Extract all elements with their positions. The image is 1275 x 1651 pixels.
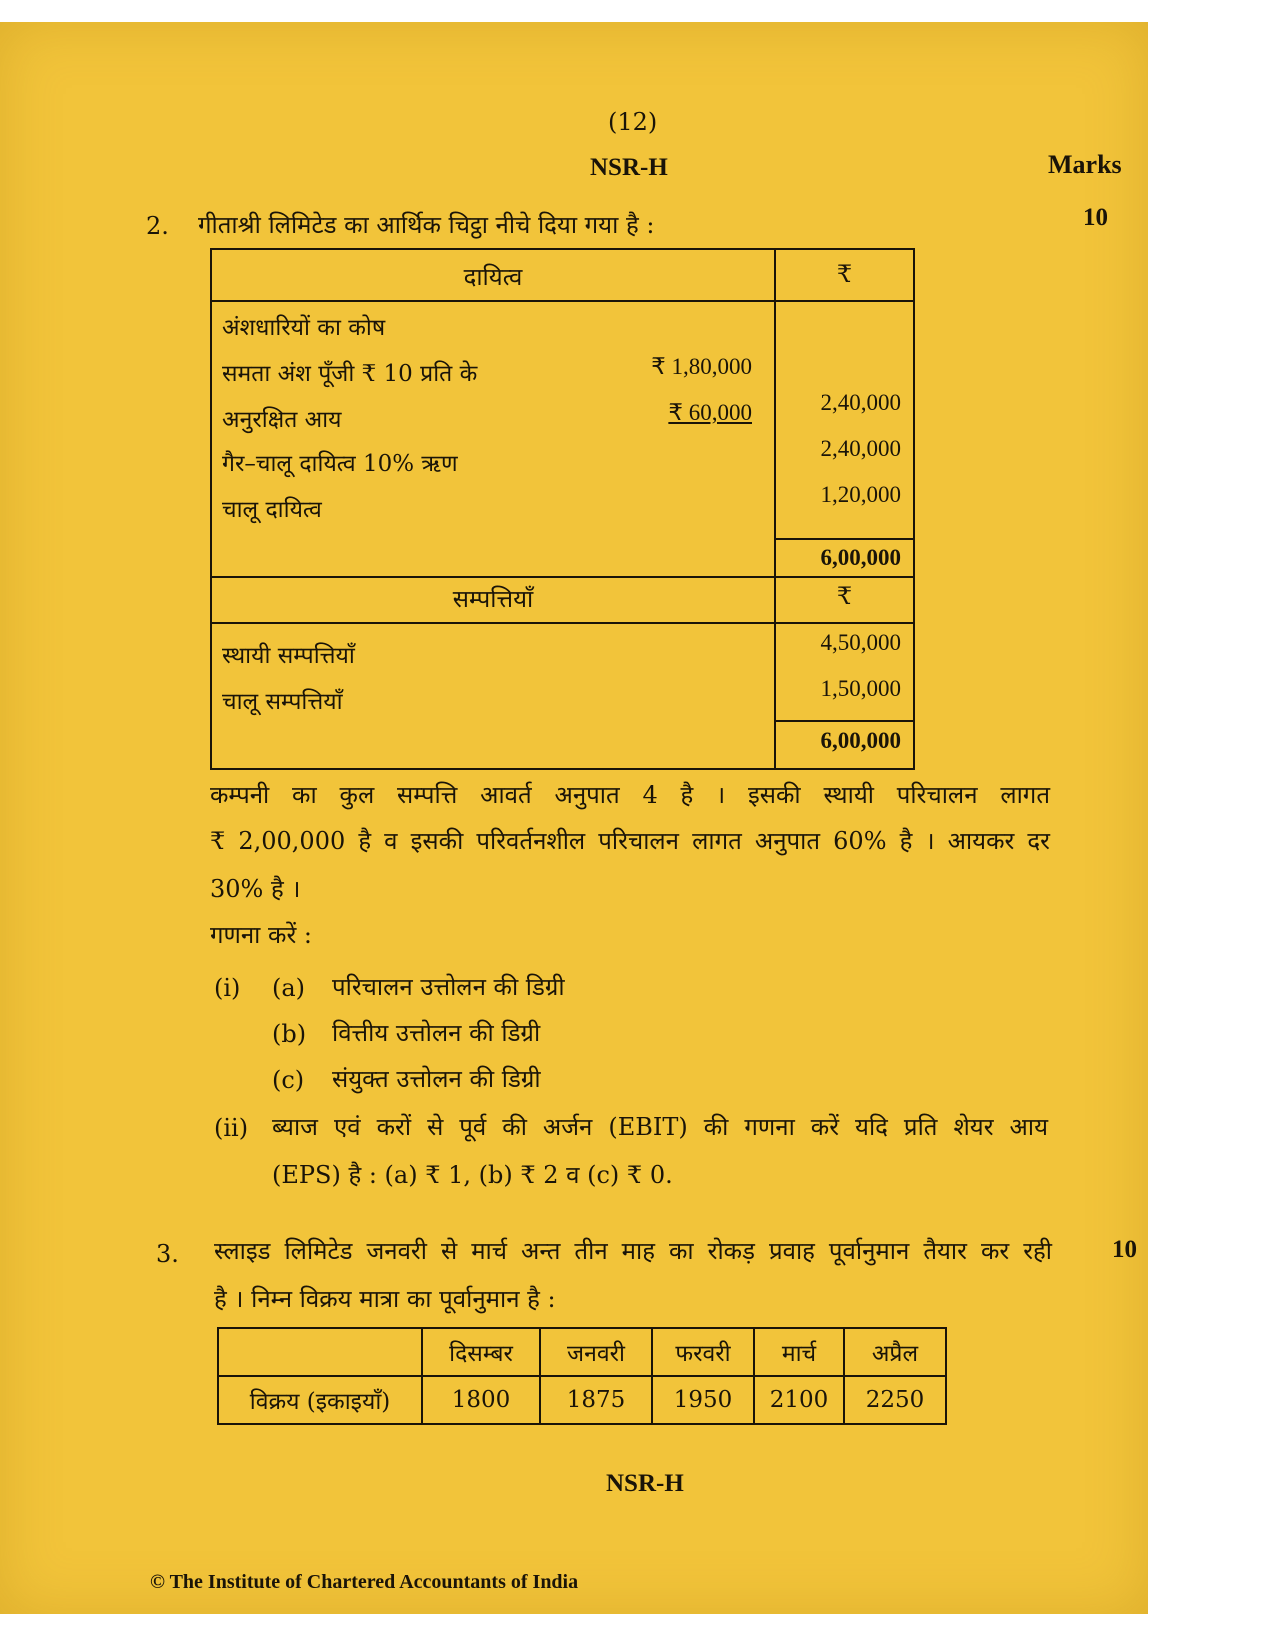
current-assets-amount: 1,50,000: [820, 676, 901, 701]
month-header: मार्च: [754, 1328, 844, 1376]
q2-item-a-label: (a): [272, 974, 306, 1002]
equity-capital-label: समता अंश पूँजी ₹ 10 प्रति के: [222, 361, 478, 387]
shareholders-total: 2,40,000: [820, 390, 901, 415]
q2-intro: गीताश्री लिमिटेड का आर्थिक चिट्ठा नीचे दिया गया है :: [198, 211, 655, 239]
sales-value: 2250: [844, 1376, 946, 1424]
q2-item-c-label: (c): [272, 1066, 305, 1094]
q2-part-i: (i): [214, 974, 241, 1002]
q2-item-b: वित्तीय उत्तोलन की डिग्री: [332, 1019, 541, 1047]
liabilities-total: 6,00,000: [820, 545, 901, 570]
q2-part-ii: (ii): [214, 1114, 249, 1142]
month-header: अप्रैल: [844, 1328, 946, 1376]
liabilities-currency: ₹: [836, 260, 853, 288]
q2-para-line2: ₹ 2,00,000 है व इसकी परिवर्तनशील परिचालन लागत अनुपात 60% है । आयकर दर: [210, 827, 1050, 855]
current-liab-label: चालू दायित्व: [222, 497, 322, 523]
sales-forecast-table: [217, 1327, 947, 1425]
q2-ii-line2: (EPS) है : (a) ₹ 1, (b) ₹ 2 व (c) ₹ 0.: [272, 1161, 673, 1189]
paper-code-top: NSR-H: [590, 154, 668, 181]
table-row: [218, 1376, 946, 1424]
q2-number: 2.: [146, 212, 169, 240]
q2-marks: 10: [1083, 204, 1108, 231]
month-header: जनवरी: [540, 1328, 652, 1376]
copyright-notice: © The Institute of Chartered Accountants of India: [150, 1571, 579, 1593]
liabilities-heading: दायित्व: [463, 263, 523, 291]
assets-total: 6,00,000: [820, 728, 901, 753]
q2-item-b-label: (b): [272, 1020, 307, 1048]
current-assets-label: चालू सम्पत्तियाँ: [222, 689, 343, 715]
retained-earnings-amount: ₹ 60,000: [668, 400, 752, 425]
equity-capital-amount: ₹ 1,80,000: [651, 354, 752, 379]
q2-item-a: परिचालन उत्तोलन की डिग्री: [332, 973, 565, 1001]
q3-marks: 10: [1112, 1236, 1137, 1263]
retained-earnings-label: अनुरक्षित आय: [222, 407, 342, 433]
month-header: फरवरी: [652, 1328, 754, 1376]
row-label: विक्रय (इकाइयाँ): [218, 1376, 422, 1424]
q3-line2: है । निम्न विक्रय मात्रा का पूर्वानुमान है :: [214, 1285, 556, 1313]
fixed-assets-label: स्थायी सम्पत्तियाँ: [222, 643, 355, 669]
fixed-assets-amount: 4,50,000: [820, 630, 901, 655]
page-number: (12): [608, 108, 658, 136]
q2-para-line3: 30% है ।: [210, 875, 301, 903]
marks-heading: Marks: [1048, 150, 1122, 179]
table-row: [218, 1328, 946, 1376]
q3-number: 3.: [156, 1240, 179, 1268]
sales-value: 1875: [540, 1376, 652, 1424]
q2-calc-label: गणना करें :: [210, 921, 312, 949]
noncurrent-liab-label: गैर–चालू दायित्व 10% ऋण: [222, 451, 458, 477]
table-corner-cell: [218, 1328, 422, 1376]
q2-item-c: संयुक्त उत्तोलन की डिग्री: [332, 1065, 541, 1093]
assets-currency: ₹: [836, 582, 853, 610]
q3-line1: स्लाइड लिमिटेड जनवरी से मार्च अन्त तीन माह का रोकड़ प्रवाह पूर्वानुमान तैयार कर रही: [214, 1237, 1052, 1265]
balance-sheet-table: [210, 248, 915, 770]
sales-value: 1950: [652, 1376, 754, 1424]
assets-heading: सम्पत्तियाँ: [452, 585, 534, 613]
q2-ii-line1: ब्याज एवं करों से पूर्व की अर्जन (EBIT) की गणना करें यदि प्रति शेयर आय: [272, 1113, 1048, 1141]
shareholders-fund-label: अंशधारियों का कोष: [222, 315, 386, 341]
sales-value: 1800: [422, 1376, 540, 1424]
sales-value: 2100: [754, 1376, 844, 1424]
paper-code-bottom: NSR-H: [606, 1470, 684, 1497]
month-header: दिसम्बर: [422, 1328, 540, 1376]
q2-para-line1: कम्पनी का कुल सम्पत्ति आवर्त अनुपात 4 है । इसकी स्थायी परिचालन लागत: [210, 781, 1050, 809]
noncurrent-liab-amount: 2,40,000: [820, 436, 901, 461]
current-liab-amount: 1,20,000: [820, 482, 901, 507]
